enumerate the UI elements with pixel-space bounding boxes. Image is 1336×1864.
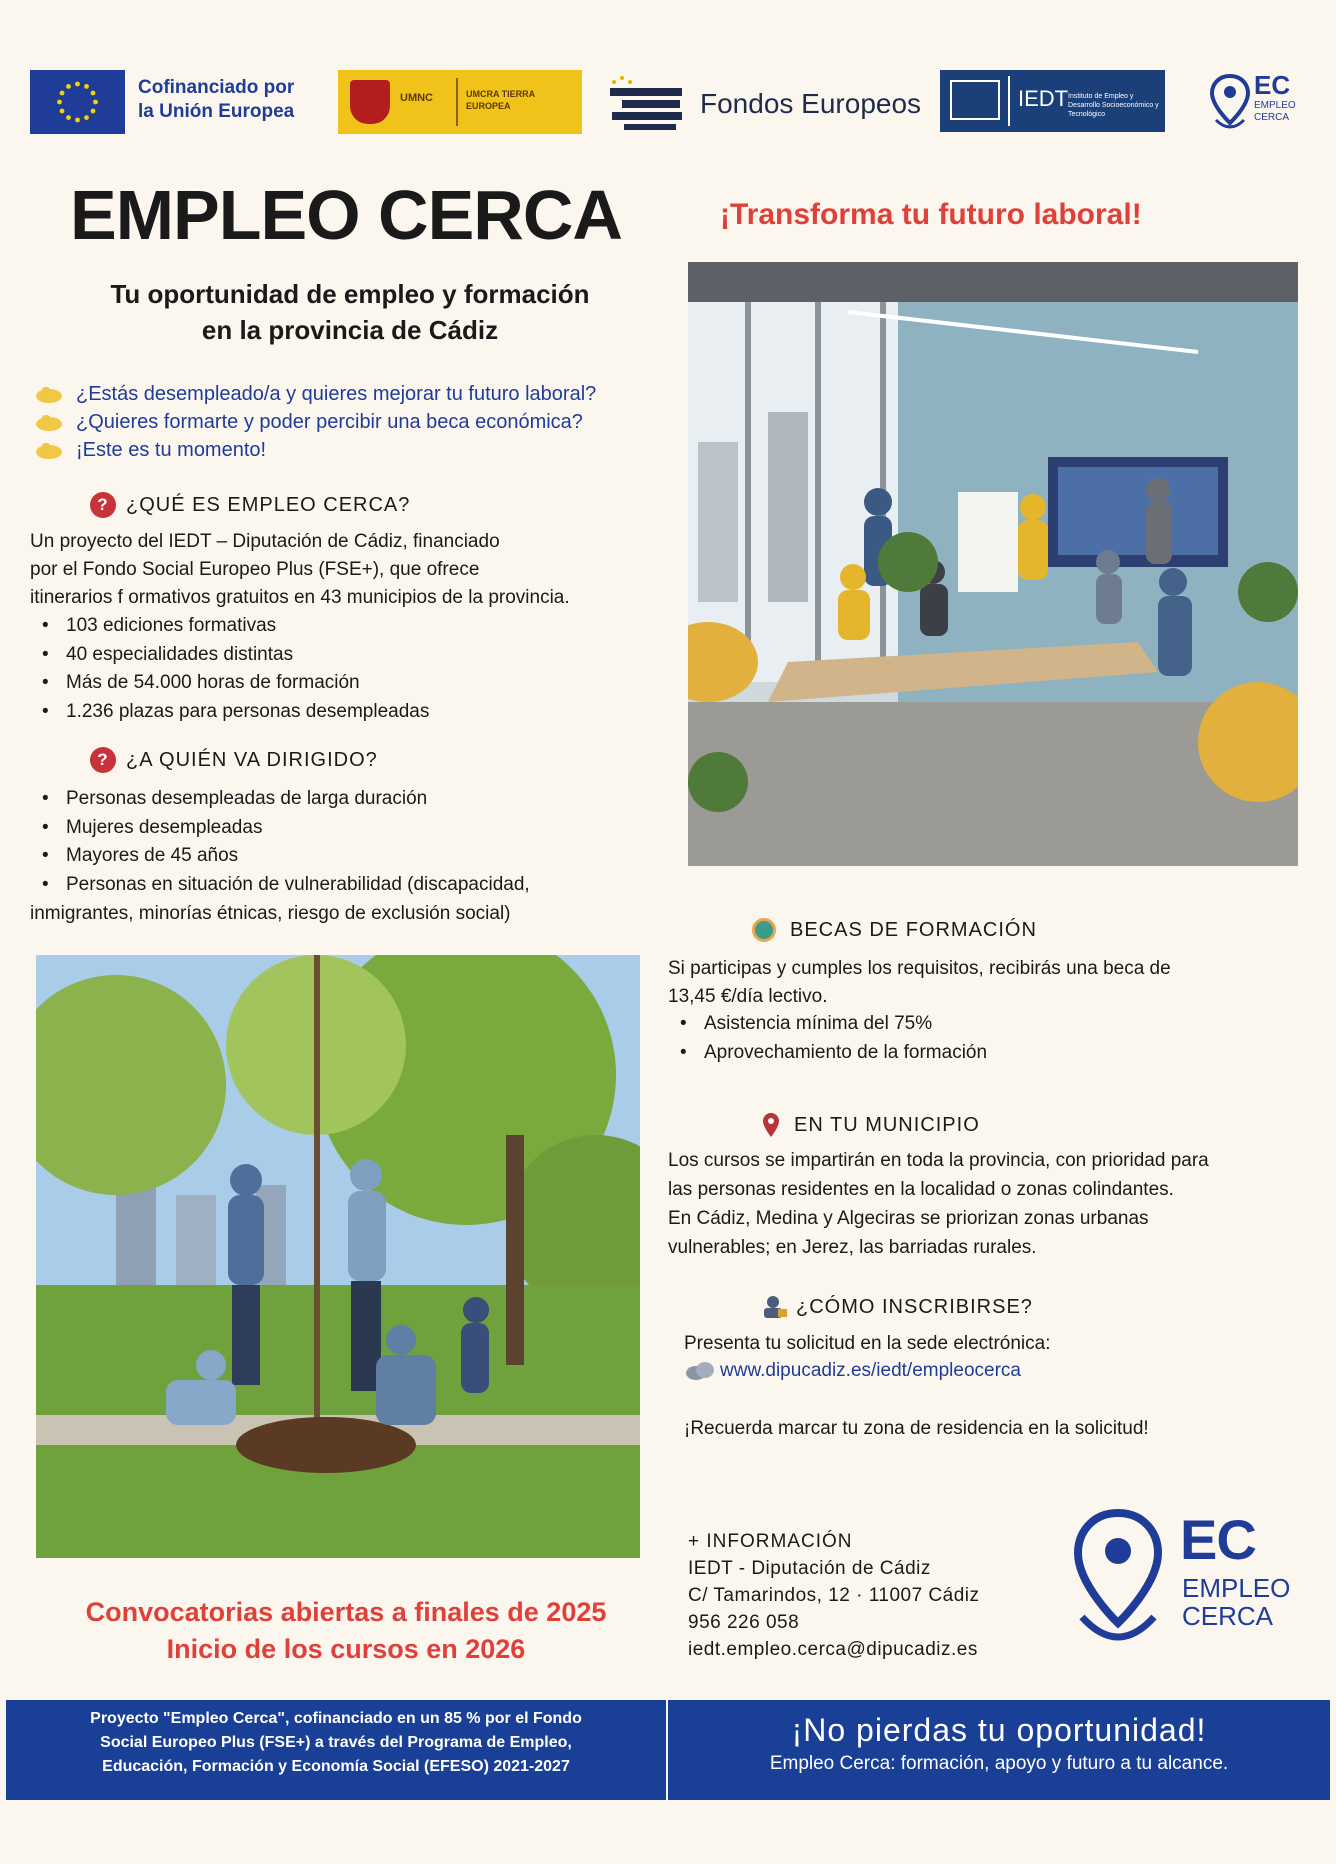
list-item: • Personas en situación de vulnerabilidad (discapacidad, <box>30 871 690 900</box>
footer-cta-title: ¡No pierdas tu oportunidad! <box>791 1712 1207 1748</box>
question-text: ¡Este es tu momento! <box>76 438 267 461</box>
eu-cofinancing-text <box>138 76 338 124</box>
coat-of-arms-icon <box>350 80 390 124</box>
becas-line2: 13,45 €/día lectivo. <box>668 986 828 1007</box>
ec-small-line1: EMPLEO <box>1254 100 1296 111</box>
municipio-line: Los cursos se impartirán en toda la provincia, con prioridad para <box>668 1150 1209 1171</box>
inscribirse-note: ¡Recuerda marcar tu zona de residencia en la solicitud! <box>684 1418 1149 1439</box>
question-mark-icon: ? <box>90 492 116 518</box>
list-item: • Aprovechamiento de la formación <box>668 1039 1308 1068</box>
municipio-heading-text: EN TU MUNICIPIO <box>794 1113 980 1136</box>
question-text: ¿Quieres formarte y poder percibir una beca económica? <box>76 410 583 433</box>
list-item: • Personas desempleadas de larga duración <box>30 785 690 814</box>
question-mark-icon: ? <box>90 747 116 773</box>
footer-left-line1: Proyecto "Empleo Cerca", cofinanciado en un 85 % por el Fondo <box>90 1710 582 1727</box>
iedt-logo-text: IEDT <box>1018 86 1069 111</box>
convocatoria-notice <box>20 1594 672 1668</box>
contact-info <box>688 1528 1068 1663</box>
inscribirse-text: Presenta tu solicitud en la sede electrónica: <box>684 1333 1051 1354</box>
empleo-cerca-logo-small <box>1208 68 1318 138</box>
a-quien-heading-text: ¿A QUIÉN VA DIRIGIDO? <box>126 748 378 771</box>
thumbs-up-icon <box>34 412 64 432</box>
info-email[interactable]: iedt.empleo.cerca@dipucadiz.es <box>688 1639 978 1660</box>
subtitle-line1: Tu oportunidad de empleo y formación <box>110 279 590 309</box>
inscribirse-heading-text: ¿CÓMO INSCRIBIRSE? <box>796 1295 1033 1318</box>
user-lock-icon <box>762 1295 788 1319</box>
list-item: • 1.236 plazas para personas desempleadas <box>30 698 690 727</box>
iedt-logo-subtext: Instituto de Empleo y Desarrollo Socioeconómico y Tecnológico <box>1068 93 1159 118</box>
a-quien-tail: inmigrantes, minorías étnicas, riesgo de exclusión social) <box>30 903 511 924</box>
sede-electronica-link[interactable] <box>684 1360 1304 1382</box>
thumbs-up-icon <box>34 384 64 404</box>
convocatoria-line1: Convocatorias abiertas a finales de 2025 <box>85 1597 607 1627</box>
a-quien-heading <box>90 747 378 773</box>
eu-text-line1: Cofinanciado por <box>138 77 295 98</box>
convocatoria-line2: Inicio de los cursos en 2026 <box>166 1634 526 1664</box>
subtitle-line2: en la provincia de Cádiz <box>201 315 499 345</box>
list-item: • Mayores de 45 años <box>30 842 690 871</box>
fondos-europeos-text: Fondos Europeos <box>700 88 922 119</box>
que-es-line3: itinerarios f ormativos gratuitos en 43 municipios de la provincia. <box>30 587 570 608</box>
iedt-logo <box>940 70 1165 132</box>
que-es-heading <box>90 492 410 518</box>
que-es-heading-text: ¿QUÉ ES EMPLEO CERCA? <box>126 493 411 516</box>
question-item <box>34 436 694 464</box>
que-es-bullets <box>30 612 690 726</box>
gob-logo-text1: UMNC <box>400 92 433 104</box>
footer-cofinancing <box>6 1700 666 1800</box>
sede-electronica-url[interactable]: www.dipucadiz.es/iedt/empleocerca <box>720 1360 1021 1381</box>
ec-logo-text: EC <box>1180 1508 1256 1571</box>
info-heading: + INFORMACIÓN <box>688 1531 853 1552</box>
ec-small-text: EC <box>1254 70 1291 100</box>
footer-cta <box>668 1700 1330 1800</box>
info-org: IEDT - Diputación de Cádiz <box>688 1558 931 1579</box>
question-list <box>34 380 694 464</box>
page-title: EMPLEO CERCA <box>70 176 622 254</box>
municipio-line: vulnerables; en Jerez, las barriadas rurales. <box>668 1237 1037 1258</box>
becas-bullets <box>668 1010 1308 1067</box>
list-item: • 40 especialidades distintas <box>30 641 690 670</box>
iedt-emblem-icon <box>950 80 1000 120</box>
becas-heading <box>752 918 1037 942</box>
eu-flag-icon <box>30 70 125 134</box>
thumbs-up-icon <box>34 440 64 460</box>
municipio-line: En Cádiz, Medina y Algeciras se priorizan zonas urbanas <box>668 1208 1149 1229</box>
empleo-cerca-logo <box>1068 1505 1318 1655</box>
map-pin-icon <box>762 1112 780 1138</box>
list-item: • 103 ediciones formativas <box>30 612 690 641</box>
subtitle <box>50 276 650 348</box>
municipio-description <box>668 1146 1308 1262</box>
tagline: ¡Transforma tu futuro laboral! <box>720 198 1142 231</box>
becas-heading-text: BECAS DE FORMACIÓN <box>790 918 1037 941</box>
a-quien-bullets <box>30 785 690 899</box>
office-meeting-photo <box>688 262 1298 866</box>
que-es-line2: por el Fondo Social Europeo Plus (FSE+), que ofrece <box>30 559 480 580</box>
eu-text-line2: la Unión Europea <box>138 101 295 122</box>
gob-logo-text2: UMCRA TIERRA EUROPEA <box>466 89 535 111</box>
question-text: ¿Estás desempleado/a y quieres mejorar tu futuro laboral? <box>76 382 597 405</box>
becas-line1: Si participas y cumples los requisitos, recibirás una beca de <box>668 958 1171 979</box>
question-item <box>34 380 694 408</box>
ec-small-line2: CERCA <box>1254 112 1290 123</box>
info-address: C/ Tamarindos, 12 · 11007 Cádiz <box>688 1585 980 1606</box>
municipio-heading <box>762 1112 980 1138</box>
gobierno-logo <box>338 70 582 134</box>
becas-description <box>668 955 1308 1011</box>
list-item: • Asistencia mínima del 75% <box>668 1010 1308 1039</box>
question-item <box>34 408 694 436</box>
park-planting-photo <box>36 955 640 1558</box>
footer-left-line2: Social Europeo Plus (FSE+) a través del Programa de Empleo, <box>100 1734 572 1751</box>
ec-logo-line1: EMPLEO <box>1182 1573 1291 1603</box>
info-phone[interactable]: 956 226 058 <box>688 1612 800 1633</box>
cloud-icon <box>684 1360 716 1382</box>
inscribirse-heading <box>762 1295 1033 1319</box>
fondos-europeos-icon <box>600 72 690 132</box>
footer-cta-subtitle: Empleo Cerca: formación, apoyo y futuro a tu alcance. <box>769 1753 1229 1774</box>
que-es-description <box>30 528 690 612</box>
list-item: • Mujeres desempleadas <box>30 814 690 843</box>
globe-icon <box>752 918 776 942</box>
que-es-line1: Un proyecto del IEDT – Diputación de Cádiz, financiado <box>30 531 500 552</box>
ec-logo-line2: CERCA <box>1182 1601 1274 1631</box>
footer-left-line3: Educación, Formación y Economía Social (EFESO) 2021-2027 <box>102 1758 570 1775</box>
municipio-line: las personas residentes en la localidad o zonas colindantes. <box>668 1179 1174 1200</box>
list-item: • Más de 54.000 horas de formación <box>30 669 690 698</box>
